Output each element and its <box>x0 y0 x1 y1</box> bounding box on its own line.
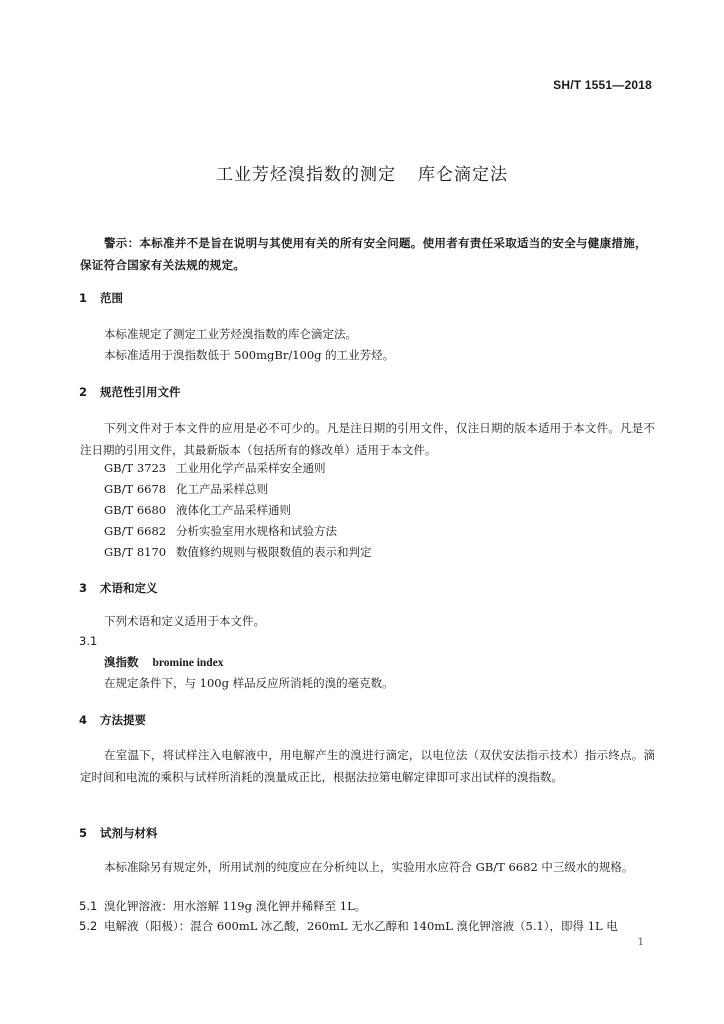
section-title: 术语和定义 <box>100 581 158 595</box>
reference-title: 分析实验室用水规格和试验方法 <box>176 524 337 538</box>
reagent-text: 溴化钾溶液：用水溶解 119g 溴化钾并稀释至 1L。 <box>104 899 367 913</box>
reference-item <box>104 523 337 539</box>
title-method: 库仑滴定法 <box>418 165 508 185</box>
section-number: 1 <box>79 291 88 305</box>
document-code: SH/T 1551—2018 <box>553 78 652 92</box>
reference-code: GB/T 8170 <box>104 545 167 559</box>
references-intro: 下列文件对于本文件的应用是必不可少的。凡是注日期的引用文件，仅注日期的版本适用于本文件。凡是不注日期的引用文件，其最新版本（包括所有的修改单）适用于本文件。 <box>80 421 655 457</box>
reagent-text: 电解液（阳极）：混合 600mL 冰乙酸，260mL 无水乙醇和 140mL 溴化钾溶液（5.1），即得 1L 电 <box>104 919 618 933</box>
term-english: bromine index <box>152 657 224 669</box>
reference-title: 数值修约规则与极限数值的表示和判定 <box>176 545 372 559</box>
section-title: 试剂与材料 <box>100 826 158 840</box>
section-5-heading <box>79 825 158 841</box>
page-number: 1 <box>637 937 644 948</box>
reference-title: 液体化工产品采样通则 <box>176 503 291 517</box>
reference-item <box>104 502 291 518</box>
section-number: 3 <box>79 581 88 595</box>
section-number: 2 <box>79 385 88 399</box>
scope-line-1: 本标准规定了测定工业芳烃溴指数的库仑滴定法。 <box>104 327 357 341</box>
document-title <box>0 160 724 185</box>
reagent-item <box>79 898 655 914</box>
reagent-number: 5.1 <box>79 899 98 913</box>
term-number: 3.1 <box>79 634 98 648</box>
section-3-heading <box>79 580 158 596</box>
section-title: 规范性引用文件 <box>100 385 181 399</box>
section-number: 4 <box>79 713 88 727</box>
reference-code: GB/T 6678 <box>104 482 167 496</box>
section-4-heading <box>79 712 146 728</box>
reagent-item <box>79 918 655 934</box>
terms-intro: 下列术语和定义适用于本文件。 <box>104 614 265 628</box>
term-definition: 在规定条件下，与 100g 样品反应所消耗的溴的毫克数。 <box>104 676 394 690</box>
section-1-heading <box>79 290 123 306</box>
reagents-intro: 本标准除另有规定外，所用试剂的纯度应在分析纯以上，实验用水应符合 GB/T 6682 中三级水的规格。 <box>104 860 634 874</box>
reference-title: 化工产品采样总则 <box>176 482 268 496</box>
reference-title: 工业用化学产品采样安全通则 <box>176 461 326 475</box>
reference-code: GB/T 6682 <box>104 524 167 538</box>
section-title: 范围 <box>100 291 123 305</box>
method-summary: 在室温下，将试样注入电解液中，用电解产生的溴进行滴定，以电位法（双伏安法指示技术）指示终点。滴定时间和电流的乘积与试样所消耗的溴量成正比，根据法拉第电解定律即可求出试样的溴指数。 <box>80 748 655 784</box>
reference-code: GB/T 6680 <box>104 503 167 517</box>
term-entry <box>104 654 224 670</box>
scope-line-2: 本标准适用于溴指数低于 500mgBr/100g 的工业芳烃。 <box>104 348 395 362</box>
reference-item <box>104 481 268 497</box>
reference-item <box>104 544 372 560</box>
safety-warning: 警示：本标准并不是旨在说明与其使用有关的所有安全问题。使用者有责任采取适当的安全与健康措施，保证符合国家有关法规的规定。 <box>80 236 647 272</box>
section-2-heading <box>79 384 181 400</box>
term-chinese: 溴指数 <box>104 655 139 669</box>
reference-code: GB/T 3723 <box>104 461 167 475</box>
reference-item <box>104 460 326 476</box>
section-number: 5 <box>79 826 88 840</box>
section-title: 方法提要 <box>100 713 146 727</box>
reagent-number: 5.2 <box>79 919 98 933</box>
title-main: 工业芳烃溴指数的测定 <box>216 165 396 185</box>
